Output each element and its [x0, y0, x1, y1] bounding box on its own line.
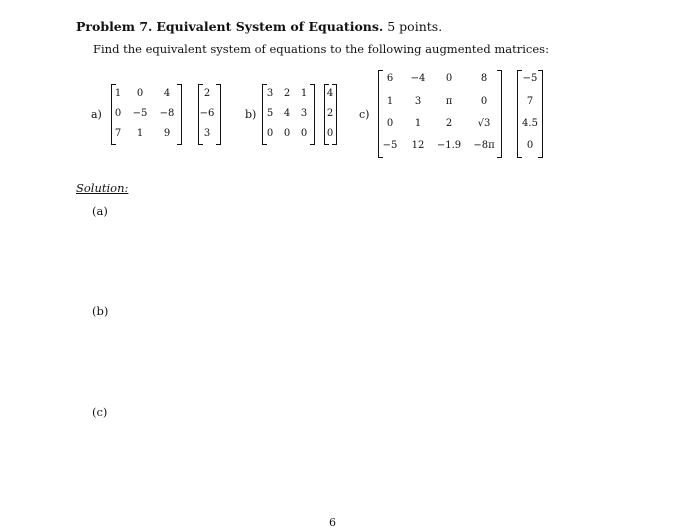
matrix-b-cell: 4 [283, 108, 291, 119]
matrix-c-rhs-cell: 4.5 [522, 118, 538, 129]
problem-name: Equivalent System of Equations. [156, 19, 384, 34]
matrix-a-cell: 4 [163, 88, 171, 99]
matrix-b-cell: 3 [266, 88, 274, 99]
matrix-c-cell: 1 [386, 96, 394, 107]
matrix-a-cell: 0 [136, 88, 144, 99]
matrix-b-label: b) [245, 108, 257, 121]
matrix-c-cell: 2 [445, 118, 453, 129]
matrix-c-cell: 8 [480, 73, 488, 84]
matrix-c-cell: 12 [411, 140, 425, 151]
matrix-b-cell: 5 [266, 108, 274, 119]
problem-points: 5 points. [387, 19, 443, 34]
matrix-c-rhs-cell: 0 [526, 140, 534, 151]
matrix-a-cell: 0 [114, 108, 122, 119]
matrix-a-label: a) [91, 108, 102, 121]
solution-part-b: (b) [92, 304, 109, 318]
problem-title [76, 19, 442, 34]
matrix-a-rhs-cell: 2 [203, 88, 211, 99]
matrix-a-rhs-cell: −6 [199, 108, 215, 119]
matrix-a-cell: 1 [114, 88, 122, 99]
matrix-a-cell: 1 [136, 128, 144, 139]
solution-part-c: (c) [92, 405, 108, 419]
matrix-b-cell: 0 [300, 128, 308, 139]
matrix-c-cell: −1.9 [436, 140, 462, 151]
matrix-b-rhs-cell: 2 [326, 108, 334, 119]
matrix-a-cell: 7 [114, 128, 122, 139]
matrix-c-cell: 6 [386, 73, 394, 84]
matrix-c-cell: 1 [414, 118, 422, 129]
problem-number: Problem 7. [76, 19, 153, 34]
matrix-b-rhs-cell: 0 [326, 128, 334, 139]
matrix-c-cell: −5 [382, 140, 398, 151]
instructions: Find the equivalent system of equations to the following augmented matrices: [93, 42, 549, 56]
matrix-c-cell: −4 [410, 73, 426, 84]
matrix-c-cell: 0 [386, 118, 394, 129]
matrix-c-cell: 0 [480, 96, 488, 107]
matrix-b-rhs-cell: 4 [326, 88, 334, 99]
page-number: 6 [329, 516, 336, 529]
matrix-c-cell: π [445, 96, 453, 107]
matrix-b-cell: 3 [300, 108, 308, 119]
matrix-c-cell: 3 [414, 96, 422, 107]
matrix-b-cell: 2 [283, 88, 291, 99]
matrix-c-label: c) [359, 108, 370, 121]
matrix-b-cell: 0 [283, 128, 291, 139]
matrix-c-rhs-cell: 7 [526, 96, 534, 107]
matrix-a-cell: −8 [159, 108, 175, 119]
matrix-c-rhs-cell: −5 [522, 73, 538, 84]
matrix-c-cell: 0 [445, 73, 453, 84]
solution-part-a: (a) [92, 204, 108, 218]
matrix-a-cell: 9 [163, 128, 171, 139]
matrix-c-cell: √3 [477, 118, 491, 129]
matrix-a-cell: −5 [132, 108, 148, 119]
matrix-a-rhs-cell: 3 [203, 128, 211, 139]
matrix-b-cell: 1 [300, 88, 308, 99]
solution-heading: Solution: [76, 181, 129, 195]
matrix-b-cell: 0 [266, 128, 274, 139]
matrix-c-cell: −8π [473, 140, 495, 151]
